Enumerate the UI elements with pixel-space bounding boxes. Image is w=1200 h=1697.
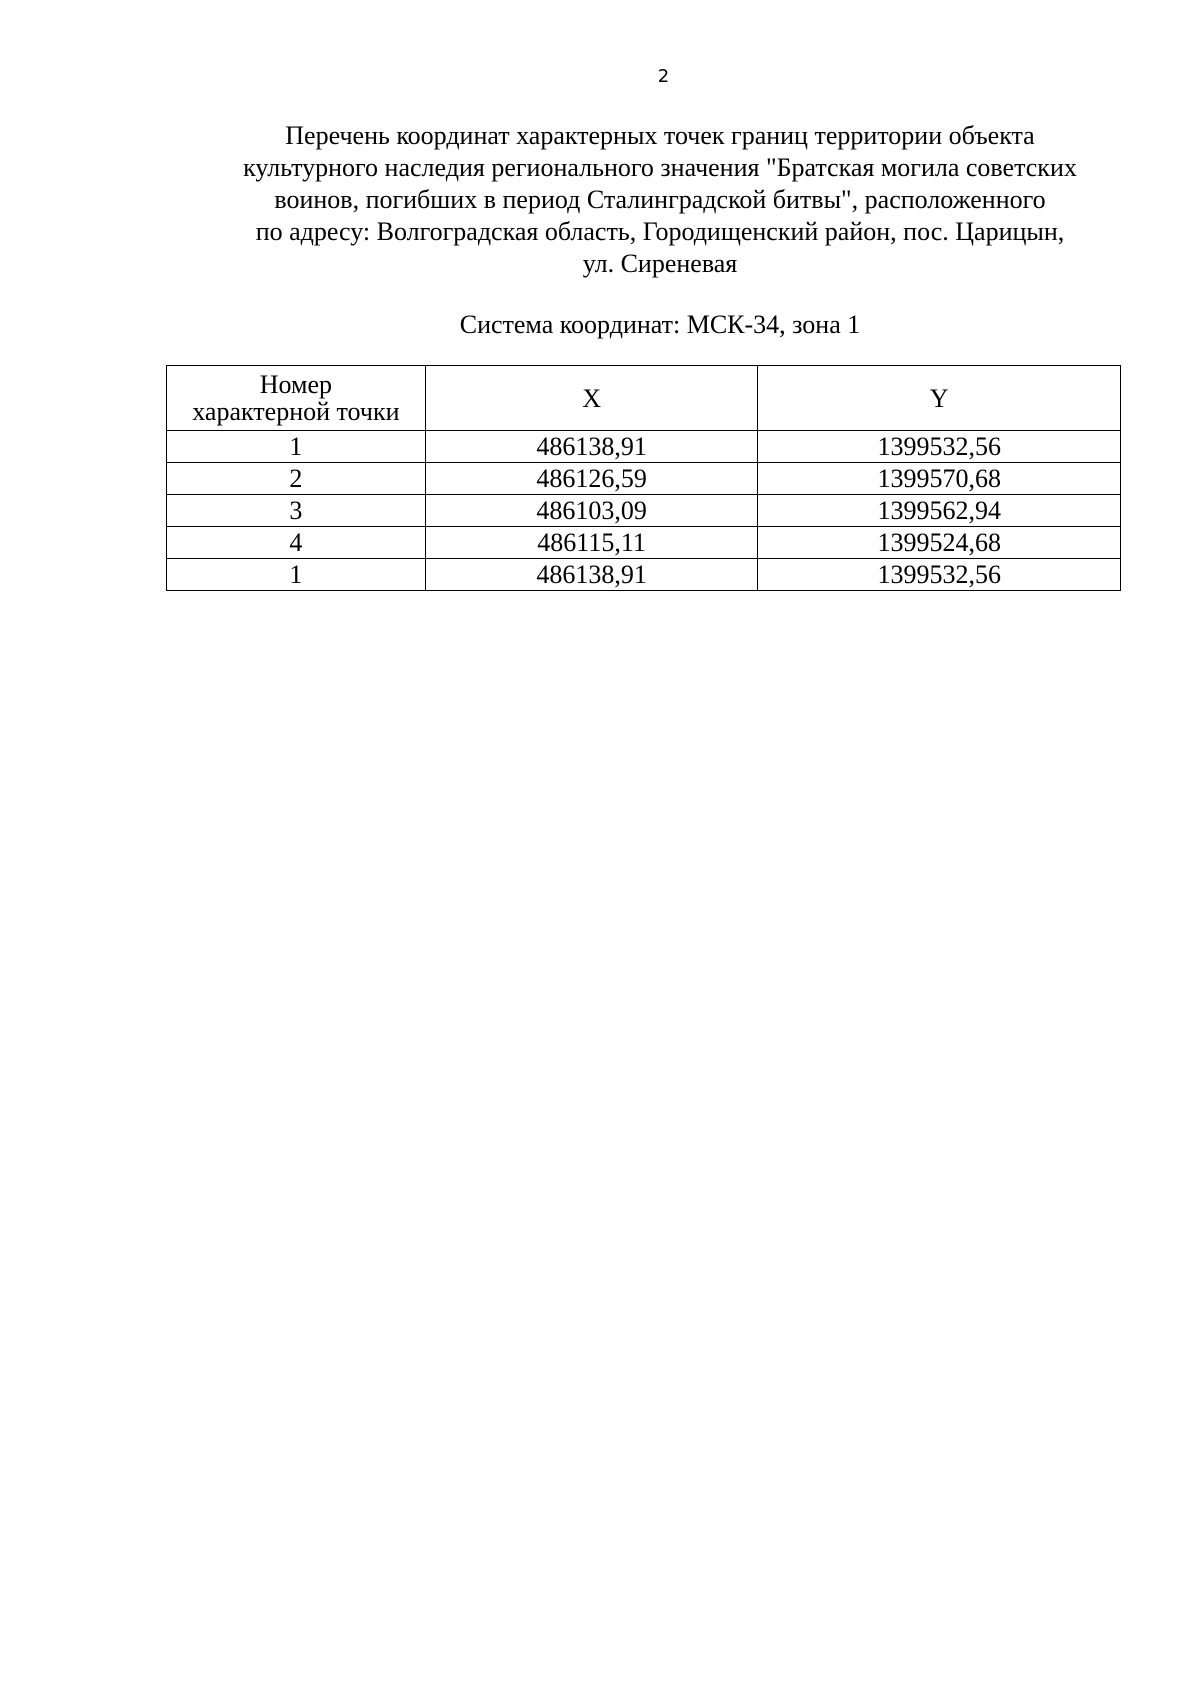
table-row [167,495,1121,527]
cell-x: 486115,11 [425,527,758,559]
document-title [160,120,1160,280]
cell-point: 4 [167,527,426,559]
header-point-number-line2: характерной точки [192,397,400,426]
cell-y: 1399570,68 [758,463,1121,495]
table-row [167,431,1121,463]
coordinate-system-caption: Система координат: МСК-34, зона 1 [459,310,861,339]
header-x: X [425,366,758,431]
page-number: 2 [657,66,670,87]
coordinates-table [166,365,1121,591]
table-header-row [167,366,1121,431]
cell-y: 1399562,94 [758,495,1121,527]
header-point-number [167,366,426,431]
cell-x: 486138,91 [425,431,758,463]
cell-y: 1399524,68 [758,527,1121,559]
title-line: ул. Сиреневая [582,249,738,278]
title-line: по адресу: Волгоградская область, Городищенский район, пос. Царицын, [255,217,1065,246]
cell-point: 1 [167,559,426,591]
cell-x: 486103,09 [425,495,758,527]
cell-point: 3 [167,495,426,527]
table-row [167,527,1121,559]
title-line: воинов, погибших в период Сталинградской битвы", расположенного [274,185,1046,214]
cell-x: 486126,59 [425,463,758,495]
table-row [167,463,1121,495]
title-line: культурного наследия регионального значения "Братская могила советских [243,153,1077,182]
cell-point: 1 [167,431,426,463]
title-line: Перечень координат характерных точек границ территории объекта [285,121,1035,150]
cell-point: 2 [167,463,426,495]
header-point-number-line1: Номер [259,370,333,399]
cell-y: 1399532,56 [758,431,1121,463]
cell-x: 486138,91 [425,559,758,591]
header-y: Y [758,366,1121,431]
table-row [167,559,1121,591]
cell-y: 1399532,56 [758,559,1121,591]
